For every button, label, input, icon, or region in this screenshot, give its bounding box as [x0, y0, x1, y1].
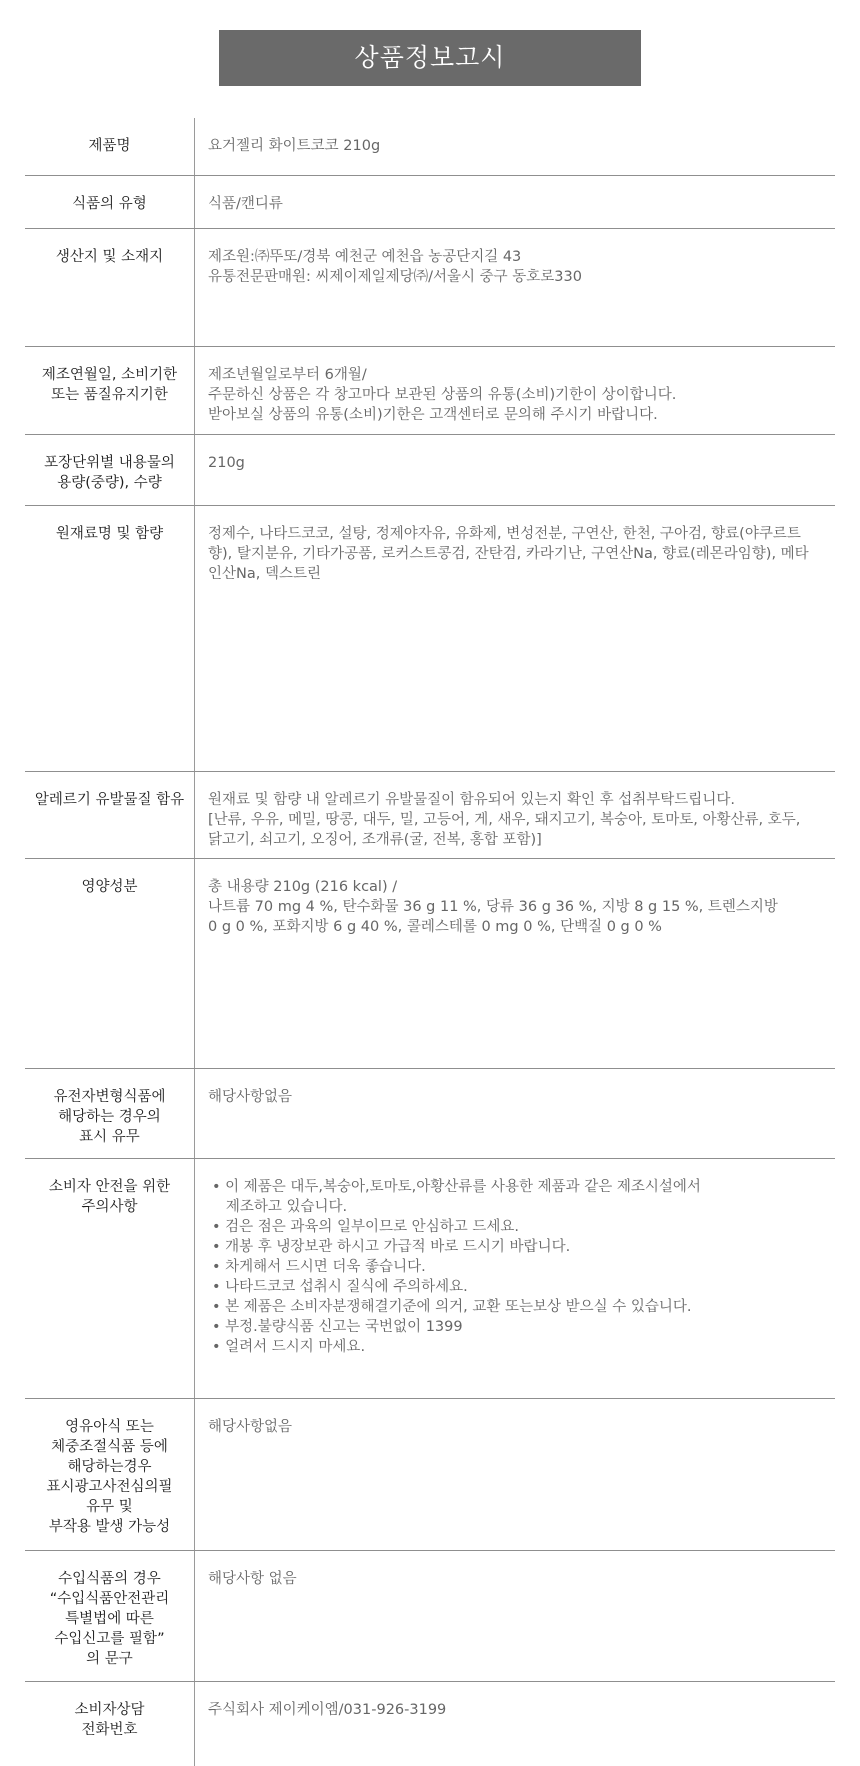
- row-gmo: [25, 1069, 835, 1159]
- row-label: 소비자상담 전화번호: [74, 1702, 145, 1738]
- row-value: [208, 1417, 833, 1437]
- row-product-name: [25, 118, 835, 176]
- value-line: 향), 탈지분유, 기타가공품, 로커스트콩검, 잔탄검, 카라기난, 구연산Na, 향료(레몬라임향), 메타: [208, 546, 809, 562]
- row-label: 식품의 유형: [72, 196, 147, 212]
- row-food-type: [25, 176, 835, 229]
- row-value: [208, 453, 833, 473]
- row-origin: [25, 229, 835, 347]
- value-line: 받아보실 상품의 유통(소비)기한은 고객센터로 문의해 주시기 바랍니다.: [208, 407, 658, 423]
- value-line: 제조원:㈜뚜또/경북 예천군 예천읍 농공단지길 43: [208, 249, 522, 265]
- row-value: [208, 877, 833, 937]
- row-capacity: [25, 435, 835, 506]
- row-label: 알레르기 유발물질 함유: [34, 792, 185, 808]
- value-line: 해당사항없음: [208, 1419, 293, 1435]
- row-imported-food: [25, 1551, 835, 1682]
- row-nutrition: [25, 859, 835, 1069]
- value-line: 주식회사 제이케이엠/031-926-3199: [208, 1702, 447, 1718]
- row-safety-notes: [25, 1159, 835, 1399]
- list-item: • 얼려서 드시지 마세요.: [212, 1339, 366, 1355]
- row-label: 제조연월일, 소비기한 또는 품질유지기한: [41, 367, 178, 403]
- row-label: 유전자변형식품에 해당하는 경우의 표시 유무: [53, 1089, 166, 1145]
- list-item: • 차게해서 드시면 더욱 좋습니다.: [212, 1259, 426, 1275]
- value-line: 원재료 및 함량 내 알레르기 유발물질이 함유되어 있는지 확인 후 섭취부탁드립니다.: [208, 792, 735, 808]
- row-infant-diet: [25, 1399, 835, 1551]
- row-ingredients: [25, 506, 835, 772]
- value-line: 0 g 0 %, 포화지방 6 g 40 %, 콜레스테롤 0 mg 0 %, 단백질 0 g 0 %: [208, 919, 662, 935]
- value-line: 나트륨 70 mg 4 %, 탄수화물 36 g 11 %, 당류 36 g 36 %, 지방 8 g 15 %, 트렌스지방: [208, 899, 778, 915]
- list-item: • 부정.불량식품 신고는 국번없이 1399: [212, 1319, 463, 1335]
- row-value: [208, 790, 833, 850]
- row-value: [208, 194, 833, 214]
- list-item: • 본 제품은 소비자분쟁해결기준에 의거, 교환 또는보상 받으실 수 있습니다.: [212, 1299, 692, 1315]
- row-label: 소비자 안전을 위한 주의사항: [48, 1179, 171, 1215]
- list-item: • 나타드코코 섭취시 질식에 주의하세요.: [212, 1279, 468, 1295]
- row-value: [208, 247, 833, 287]
- value-line: 총 내용량 210g (216 kcal) /: [208, 879, 398, 895]
- value-line: 해당사항 없음: [208, 1571, 297, 1587]
- value-line: 제조년월일로부터 6개월/: [208, 367, 367, 383]
- value-line: 식품/캔디류: [208, 196, 283, 212]
- list-item: 제조하고 있습니다.: [212, 1199, 348, 1215]
- row-label: 제품명: [88, 138, 131, 154]
- row-value: [208, 136, 833, 156]
- page-title: 상품정보고시: [219, 30, 641, 86]
- list-item: • 개봉 후 냉장보관 하시고 가급적 바로 드시기 바랍니다.: [212, 1239, 571, 1255]
- row-customer-service: [25, 1682, 835, 1766]
- row-label: 생산지 및 소재지: [55, 249, 164, 265]
- row-value: [208, 524, 833, 584]
- row-value: [208, 1087, 833, 1107]
- value-line: 정제수, 나타드코코, 설탕, 정제야자유, 유화제, 변성전분, 구연산, 한천, 구아검, 향료(야쿠르트: [208, 526, 801, 542]
- row-expiry: [25, 347, 835, 435]
- row-value: [208, 365, 833, 425]
- row-label: 원재료명 및 함량: [55, 526, 164, 542]
- list-item: • 이 제품은 대두,복숭아,토마토,아황산류를 사용한 제품과 같은 제조시설에서: [212, 1179, 701, 1195]
- value-line: 210g: [208, 455, 245, 471]
- value-line: 요거젤리 화이트코코 210g: [208, 138, 381, 154]
- value-line: 주문하신 상품은 각 창고마다 보관된 상품의 유통(소비)기한이 상이합니다.: [208, 387, 677, 403]
- list-item: • 검은 점은 과육의 일부이므로 안심하고 드세요.: [212, 1219, 519, 1235]
- value-line: 인산Na, 덱스트린: [208, 566, 321, 582]
- row-value: [208, 1569, 833, 1589]
- value-line: 닭고기, 쇠고기, 오징어, 조개류(굴, 전복, 홍합 포함)]: [208, 832, 542, 848]
- row-allergens: [25, 772, 835, 859]
- row-label: 영양성분: [81, 879, 138, 895]
- row-label: 영유아식 또는 체중조절식품 등에 해당하는경우 표시광고사전심의필 유무 및 부작용 발생 가능성: [46, 1419, 173, 1535]
- value-line: [난류, 우유, 메밀, 땅콩, 대두, 밀, 고등어, 게, 새우, 돼지고기, 복숭아, 토마토, 아황산류, 호두,: [208, 812, 801, 828]
- row-value: [212, 1177, 837, 1357]
- row-label: 포장단위별 내용물의 용량(중량), 수량: [44, 455, 175, 491]
- safety-notes-list: [212, 1177, 837, 1357]
- row-value: [208, 1700, 833, 1720]
- value-line: 해당사항없음: [208, 1089, 293, 1105]
- value-line: 유통전문판매원: 씨제이제일제당㈜/서울시 중구 동호로330: [208, 269, 582, 285]
- row-label: 수입식품의 경우 “수입식품안전관리 특별법에 따른 수입신고를 필함” 의 문구: [49, 1571, 170, 1667]
